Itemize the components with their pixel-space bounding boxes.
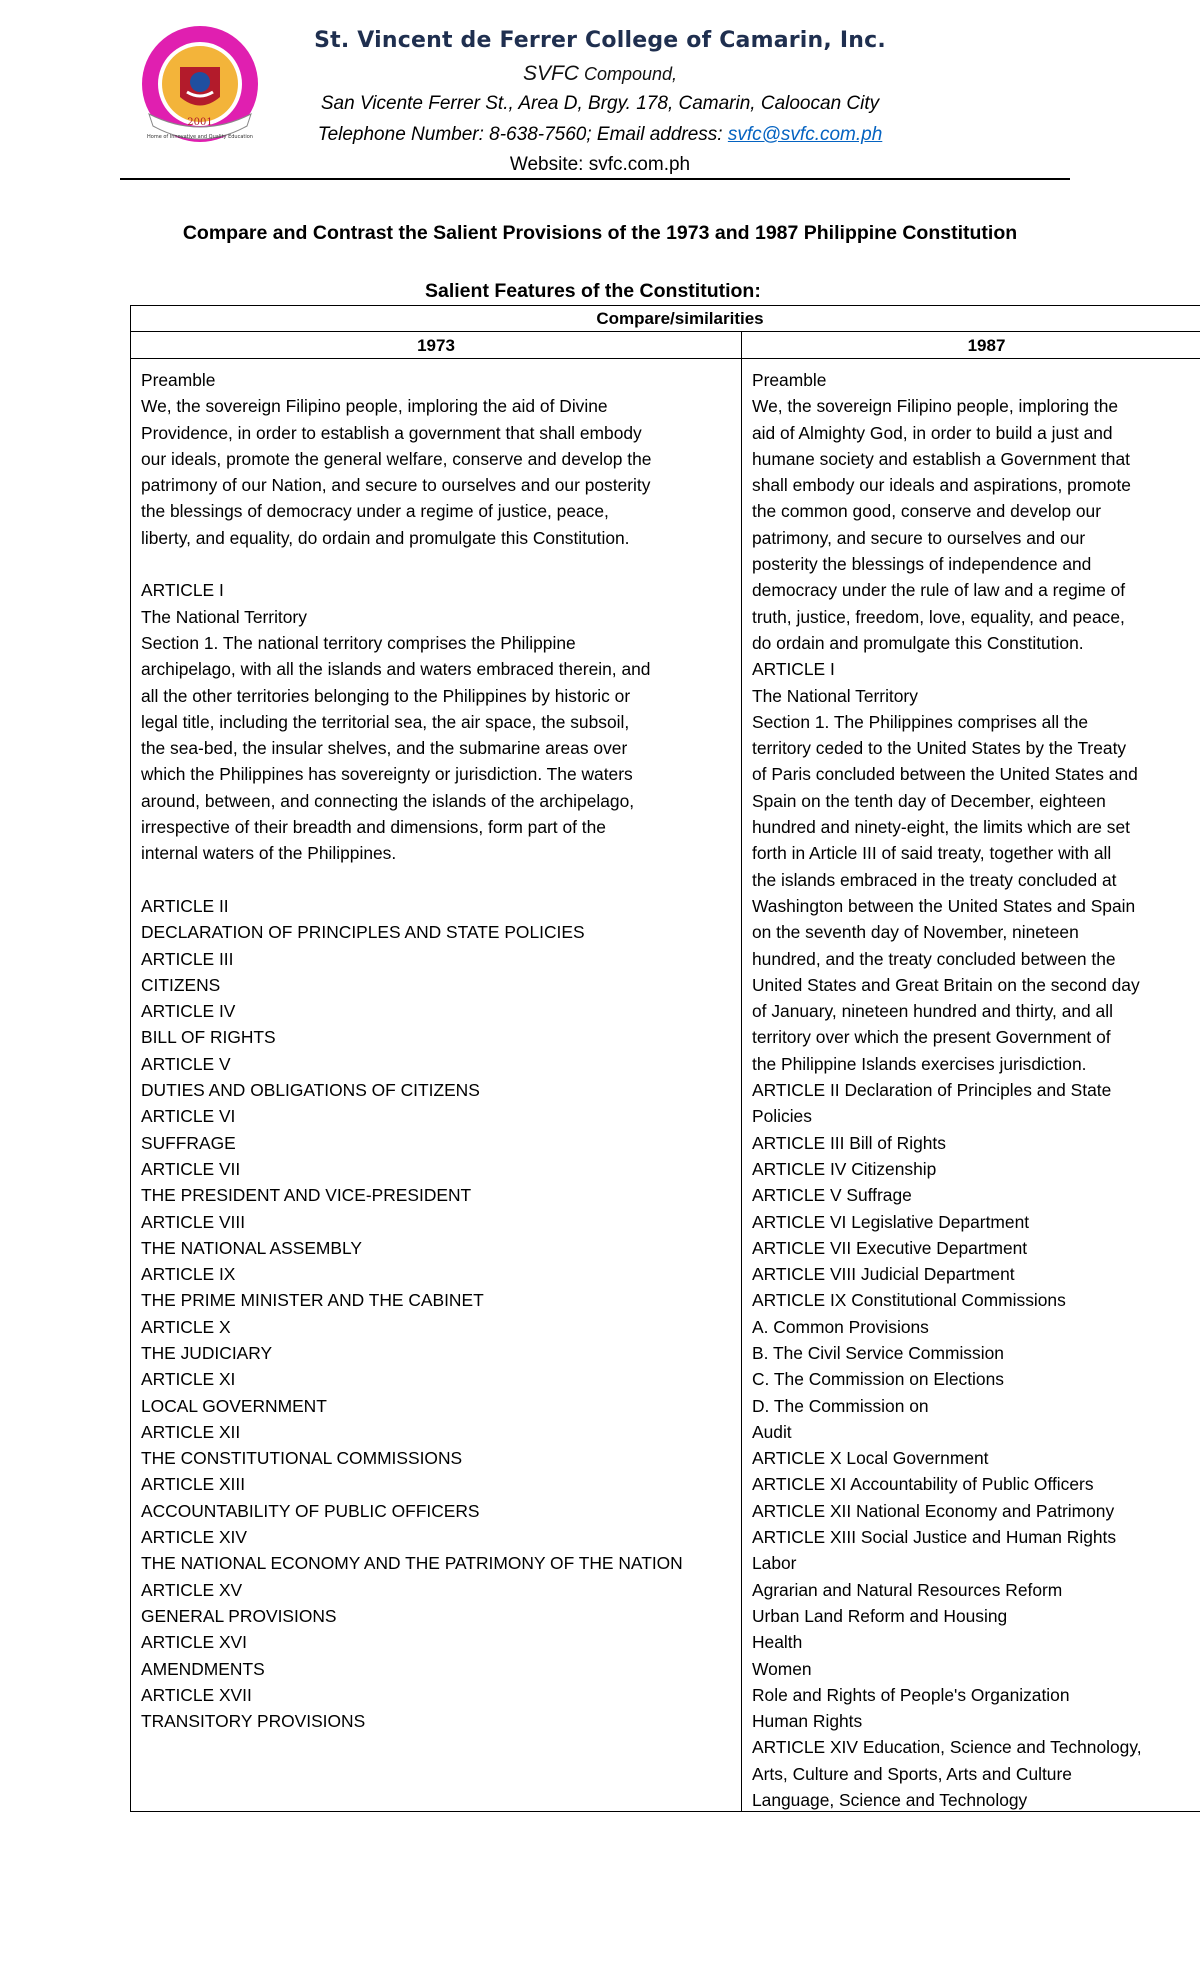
col-1987-line: Section 1. The Philippines comprises all the bbox=[752, 711, 1089, 732]
col-1987-line: We, the sovereign Filipino people, imploring the bbox=[752, 396, 1119, 417]
col-1987-line: Role and Rights of People's Organization bbox=[752, 1684, 1070, 1705]
comparison-table bbox=[130, 305, 1200, 1812]
col-1987-line: hundred and ninety-eight, the limits which are set bbox=[752, 817, 1130, 838]
col-1987-line: C. The Commission on Elections bbox=[752, 1369, 1004, 1390]
col-1987-line: Human Rights bbox=[752, 1711, 863, 1732]
col-1987-line: ARTICLE V Suffrage bbox=[752, 1185, 912, 1206]
col-1973-line: Providence, in order to establish a government that shall embody bbox=[141, 422, 642, 443]
logo-year: 2001 bbox=[187, 117, 213, 128]
col-1973-line: ARTICLE V bbox=[141, 1053, 231, 1074]
document-subtitle: Salient Features of the Constitution: bbox=[425, 280, 761, 302]
col-1973-line: CITIZENS bbox=[141, 974, 221, 995]
college-name: St. Vincent de Ferrer College of Camarin, Inc. bbox=[314, 28, 886, 53]
col-1987-line: ARTICLE VI Legislative Department bbox=[752, 1211, 1030, 1232]
col-1973-line: patrimony of our Nation, and secure to ourselves and our posterity bbox=[141, 475, 651, 496]
col-1973-line: ARTICLE XIII bbox=[141, 1474, 246, 1495]
header-divider bbox=[120, 178, 1070, 180]
col-1987-line: ARTICLE XI Accountability of Public Officers bbox=[752, 1474, 1094, 1495]
col-1987-line: Audit bbox=[752, 1421, 792, 1442]
col-1987-line: the common good, conserve and develop our bbox=[752, 501, 1102, 522]
col-1973-line: ARTICLE XI bbox=[141, 1369, 236, 1390]
col-1973-line: ARTICLE VI bbox=[141, 1106, 236, 1127]
table-caption: Compare/similarities bbox=[131, 306, 1200, 332]
col-1987-line: forth in Article III of said treaty, together with all bbox=[752, 843, 1112, 864]
col-1973-line: ARTICLE XIV bbox=[141, 1527, 247, 1548]
compound-abbr: SVFC bbox=[522, 62, 579, 85]
col-1987-line: Health bbox=[752, 1632, 803, 1653]
col-1973-line: ARTICLE IX bbox=[141, 1264, 236, 1285]
address-line: San Vicente Ferrer St., Area D, Brgy. 178, Camarin, Caloocan City bbox=[320, 93, 880, 114]
col-1973-line: SUFFRAGE bbox=[141, 1132, 236, 1153]
col-1973-line: ARTICLE III bbox=[141, 948, 234, 969]
col-1987-line: territory over which the present Government of bbox=[752, 1027, 1111, 1048]
col-1987-line: Washington between the United States and Spain bbox=[752, 895, 1136, 916]
col-1987-line: Labor bbox=[752, 1553, 797, 1574]
col-1987-line: A. Common Provisions bbox=[752, 1316, 929, 1337]
col-1987-line: ARTICLE XIV Education, Science and Technology, bbox=[752, 1737, 1142, 1758]
col-1973-line: around, between, and connecting the islands of the archipelago, bbox=[141, 790, 635, 811]
col-1987-line: territory ceded to the United States by the Treaty bbox=[752, 738, 1127, 759]
col-1973-line: which the Philippines has sovereignty or jurisdiction. The waters bbox=[141, 764, 633, 785]
col-1973-line: Preamble bbox=[141, 370, 216, 390]
col-1973-line: ARTICLE XVI bbox=[141, 1632, 247, 1653]
col-1973-line: the blessings of democracy under a regime of justice, peace, bbox=[141, 501, 609, 522]
col-1987-line: B. The Civil Service Commission bbox=[752, 1342, 1004, 1363]
col-1987-line: D. The Commission on bbox=[752, 1395, 929, 1416]
col-1987-line: ARTICLE III Bill of Rights bbox=[752, 1132, 946, 1153]
col-1987-line: truth, justice, freedom, love, equality, and peace, bbox=[752, 606, 1125, 627]
col-1973-line: THE NATIONAL ECONOMY AND THE PATRIMONY OF THE NATION bbox=[141, 1553, 683, 1574]
col-1973-line: DECLARATION OF PRINCIPLES AND STATE POLICIES bbox=[141, 922, 585, 943]
col-1973-line: ARTICLE XV bbox=[141, 1579, 243, 1600]
col-1973-line bbox=[141, 551, 741, 577]
col-1973-line: THE NATIONAL ASSEMBLY bbox=[141, 1237, 362, 1258]
col-1973-line: THE JUDICIARY bbox=[141, 1342, 273, 1363]
col-1987-line: on the seventh day of November, nineteen bbox=[752, 922, 1079, 943]
col-1973-line: ARTICLE X bbox=[141, 1316, 231, 1337]
col-1973-line: ARTICLE VII bbox=[141, 1158, 241, 1179]
col-1973-line: internal waters of the Philippines. bbox=[141, 843, 397, 864]
col-1973-line: THE CONSTITUTIONAL COMMISSIONS bbox=[141, 1448, 463, 1469]
col-1987-line: ARTICLE I bbox=[752, 659, 835, 680]
col-1987-line: posterity the blessings of independence and bbox=[752, 554, 1092, 575]
col-1973-line: archipelago, with all the islands and waters embraced therein, and bbox=[141, 659, 651, 680]
col-1973-line: DUTIES AND OBLIGATIONS OF CITIZENS bbox=[141, 1080, 480, 1101]
col-1987-line: aid of Almighty God, in order to build a just and bbox=[752, 422, 1113, 443]
col-1973-line: our ideals, promote the general welfare, conserve and develop the bbox=[141, 448, 652, 469]
website-line: Website: svfc.com.ph bbox=[509, 154, 691, 175]
phone-text: Telephone Number: 8-638-7560; Email address: bbox=[317, 124, 728, 145]
col-1973-line: THE PRIME MINISTER AND THE CABINET bbox=[141, 1290, 484, 1311]
col-1973-line: BILL OF RIGHTS bbox=[141, 1027, 276, 1048]
document-title: Compare and Contrast the Salient Provisions of the 1973 and 1987 Philippine Constitution bbox=[182, 222, 1018, 244]
col-1987-line: Preamble bbox=[752, 370, 827, 390]
col-1987-line: ARTICLE IV Citizenship bbox=[752, 1158, 937, 1179]
logo-motto: Home of Innovative and Quality Education bbox=[147, 134, 253, 140]
col-1987-content bbox=[742, 359, 1200, 1811]
col-1987-line: the Philippine Islands exercises jurisdiction. bbox=[752, 1053, 1087, 1074]
col-1973-content bbox=[131, 359, 742, 1811]
col-1973-line: ARTICLE XII bbox=[141, 1421, 241, 1442]
col-1987-line: Women bbox=[752, 1658, 812, 1679]
col-1973-line: TRANSITORY PROVISIONS bbox=[141, 1711, 366, 1732]
col-1973-line: ARTICLE XVII bbox=[141, 1684, 252, 1705]
col-1987-line: United States and Great Britain on the second day bbox=[752, 974, 1140, 995]
col-1973-line: THE PRESIDENT AND VICE-PRESIDENT bbox=[141, 1185, 472, 1206]
col-1987-line: Urban Land Reform and Housing bbox=[752, 1605, 1008, 1626]
col-1973-line: The National Territory bbox=[141, 606, 307, 627]
contact-line bbox=[0, 124, 1200, 146]
col-1987-line: democracy under the rule of law and a regime of bbox=[752, 580, 1126, 601]
col-1987-line: ARTICLE XII National Economy and Patrimony bbox=[752, 1500, 1115, 1521]
col-1973-line: all the other territories belonging to the Philippines by historic or bbox=[141, 685, 631, 706]
col-1973-line: ARTICLE I bbox=[141, 580, 224, 601]
col-1987-line: ARTICLE II Declaration of Principles and State bbox=[752, 1080, 1112, 1101]
col-1987-line: of Paris concluded between the United States and bbox=[752, 764, 1138, 785]
col-1987-line: Agrarian and Natural Resources Reform bbox=[752, 1579, 1063, 1600]
col-1973-line: ARTICLE VIII bbox=[141, 1211, 246, 1232]
col-1973-line: ACCOUNTABILITY OF PUBLIC OFFICERS bbox=[141, 1500, 480, 1521]
col-1973-line: AMENDMENTS bbox=[141, 1658, 265, 1679]
col-1987-line: shall embody our ideals and aspirations, promote bbox=[752, 475, 1131, 496]
col-1987-line: ARTICLE XIII Social Justice and Human Rights bbox=[752, 1527, 1117, 1548]
email-link[interactable]: svfc@svfc.com.ph bbox=[727, 124, 883, 145]
col-1973-line: LOCAL GOVERNMENT bbox=[141, 1395, 327, 1416]
col-1987-line: Arts, Culture and Sports, Arts and Culture bbox=[752, 1763, 1072, 1784]
col-1987-line: ARTICLE VIII Judicial Department bbox=[752, 1264, 1015, 1285]
col-1973-line: the sea-bed, the insular shelves, and the submarine areas over bbox=[141, 738, 628, 759]
col-1973-line bbox=[141, 867, 741, 893]
col-header-1973: 1973 bbox=[131, 332, 742, 359]
col-1987-line: patrimony, and secure to ourselves and our bbox=[752, 527, 1086, 548]
col-1987-line: ARTICLE VII Executive Department bbox=[752, 1237, 1028, 1258]
compound-line bbox=[0, 62, 1200, 86]
col-1973-line: irrespective of their breadth and dimensions, form part of the bbox=[141, 817, 606, 838]
col-1987-line: Policies bbox=[752, 1106, 812, 1127]
col-1987-line: ARTICLE IX Constitutional Commissions bbox=[752, 1290, 1066, 1311]
col-1973-line: liberty, and equality, do ordain and promulgate this Constitution. bbox=[141, 527, 630, 548]
col-1973-line: We, the sovereign Filipino people, imploring the aid of Divine bbox=[141, 396, 608, 417]
col-1987-line: humane society and establish a Government that bbox=[752, 448, 1130, 469]
col-1987-line: do ordain and promulgate this Constitution. bbox=[752, 632, 1084, 653]
col-1973-line: ARTICLE II bbox=[141, 895, 229, 916]
col-1973-line: legal title, including the territorial sea, the air space, the subsoil, bbox=[141, 711, 630, 732]
col-1987-line: Spain on the tenth day of December, eighteen bbox=[752, 790, 1106, 811]
col-header-1987: 1987 bbox=[742, 332, 1200, 359]
col-1987-line: the islands embraced in the treaty concluded at bbox=[752, 869, 1117, 890]
compound-rest: Compound, bbox=[578, 64, 678, 84]
col-1987-line: Language, Science and Technology bbox=[752, 1790, 1028, 1811]
col-1987-line: ARTICLE X Local Government bbox=[752, 1448, 989, 1469]
col-1987-line: of January, nineteen hundred and thirty, and all bbox=[752, 1001, 1113, 1022]
col-1973-line: GENERAL PROVISIONS bbox=[141, 1605, 337, 1626]
col-1973-line: ARTICLE IV bbox=[141, 1001, 236, 1022]
col-1987-line: hundred, and the treaty concluded between the bbox=[752, 948, 1116, 969]
col-1973-line: Section 1. The national territory comprises the Philippine bbox=[141, 632, 576, 653]
col-1987-line: The National Territory bbox=[752, 685, 918, 706]
